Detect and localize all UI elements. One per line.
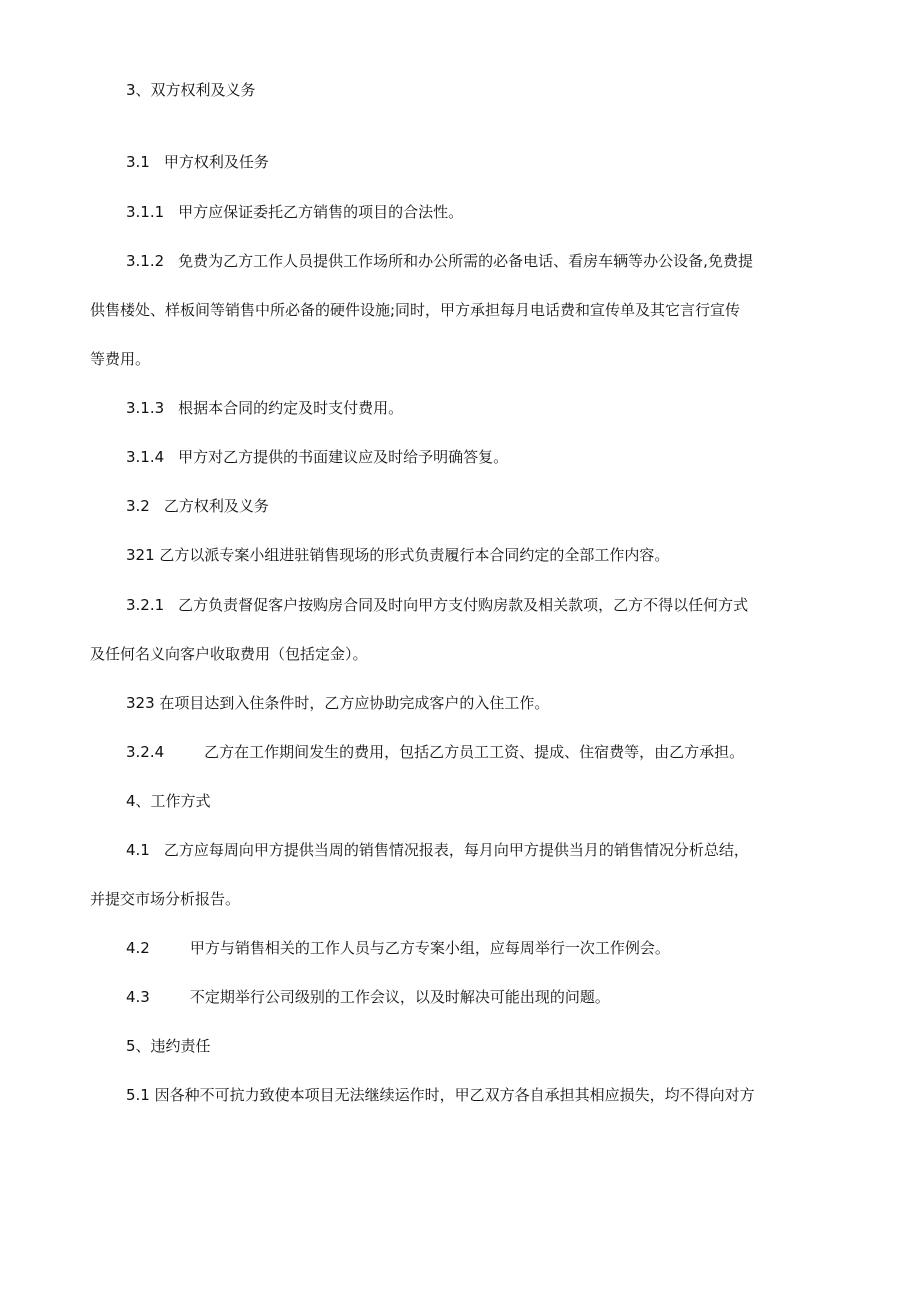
- clause-3-1-3: [0, 383, 920, 433]
- section-5-heading: [0, 1021, 920, 1071]
- clause-4-3: [0, 972, 920, 1022]
- clause-text: 等费用。: [90, 350, 151, 368]
- section-text: 乙方权利及义务: [163, 497, 269, 515]
- clause-text: 根据本合同的约定及时支付费用。: [178, 399, 404, 417]
- section-5-title: 5、违约责任: [126, 1037, 211, 1055]
- clause-3-1-1: [0, 187, 920, 237]
- clause-323: [0, 678, 920, 728]
- clause-4-2: [0, 923, 920, 973]
- clause-number: 4.2: [126, 939, 150, 957]
- section-3-title: 3、双方权利及义务: [126, 81, 256, 99]
- clause-3-1-2-line-3: [0, 334, 920, 384]
- clause-321: [0, 530, 920, 580]
- section-number: 3.2: [126, 497, 150, 515]
- clause-number: 3.2.1: [126, 596, 165, 614]
- clause-text: 甲方对乙方提供的书面建议应及时给予明确答复。: [178, 448, 509, 466]
- section-number: 3.1: [126, 153, 150, 171]
- clause-text: 321 乙方以派专案小组进驻销售现场的形式负责履行本合同约定的全部工作内容。: [126, 546, 670, 564]
- clause-text: 及任何名义向客户收取费用（包括定金）。: [90, 645, 368, 663]
- clause-text: 乙方在工作期间发生的费用，包括乙方员工工资、提成、住宿费等，由乙方承担。: [204, 743, 745, 761]
- clause-text: 供售楼处、样板间等销售中所必备的硬件设施;同时，甲方承担每月电话费和宣传单及其它言行宣传: [90, 301, 741, 319]
- clause-3-2-4: [0, 727, 920, 777]
- clause-number: 4.1: [126, 841, 150, 859]
- section-4-title: 4、工作方式: [126, 792, 211, 810]
- clause-3-2-1-line-1: [0, 580, 920, 630]
- clause-4-1-line-1: [0, 825, 920, 875]
- clause-text: 乙方负责督促客户按购房合同及时向甲方支付购房款及相关款项，乙方不得以任何方式: [178, 596, 749, 614]
- section-text: 甲方权利及任务: [163, 153, 269, 171]
- section-3-heading: [0, 65, 920, 115]
- clause-text: 乙方应每周向甲方提供当周的销售情况报表，每月向甲方提供当月的销售情况分析总结，: [163, 841, 749, 859]
- clause-5-1: [0, 1070, 920, 1120]
- clause-number: 3.1.1: [126, 203, 165, 221]
- clause-text: 甲方与销售相关的工作人员与乙方专案小组，应每周举行一次工作例会。: [189, 939, 670, 957]
- clause-text: 甲方应保证委托乙方销售的项目的合法性。: [178, 203, 464, 221]
- clause-number: 3.1.2: [126, 252, 165, 270]
- clause-text: 不定期举行公司级别的工作会议，以及时解决可能出现的问题。: [189, 988, 610, 1006]
- clause-3-1-2-line-1: [0, 236, 920, 286]
- clause-3-1-4: [0, 432, 920, 482]
- clause-text: 5.1 因各种不可抗力致使本项目无法继续运作时，甲乙双方各自承担其相应损失，均不得向对方: [126, 1086, 755, 1104]
- clause-4-1-line-2: [0, 874, 920, 924]
- section-3-2-heading: [0, 481, 920, 531]
- clause-text: 免费为乙方工作人员提供工作场所和办公所需的必备电话、看房车辆等办公设备,免费提: [178, 252, 753, 270]
- section-4-heading: [0, 776, 920, 826]
- clause-number: 3.1.4: [126, 448, 165, 466]
- clause-number: 3.2.4: [126, 743, 165, 761]
- clause-3-1-2-line-2: [0, 285, 920, 335]
- clause-number: 4.3: [126, 988, 150, 1006]
- section-3-1-heading: [0, 137, 920, 187]
- clause-text: 并提交市场分析报告。: [90, 890, 241, 908]
- clause-text: 323 在项目达到入住条件时，乙方应协助完成客户的入住工作。: [126, 694, 550, 712]
- clause-number: 3.1.3: [126, 399, 165, 417]
- clause-3-2-1-line-2: [0, 629, 920, 679]
